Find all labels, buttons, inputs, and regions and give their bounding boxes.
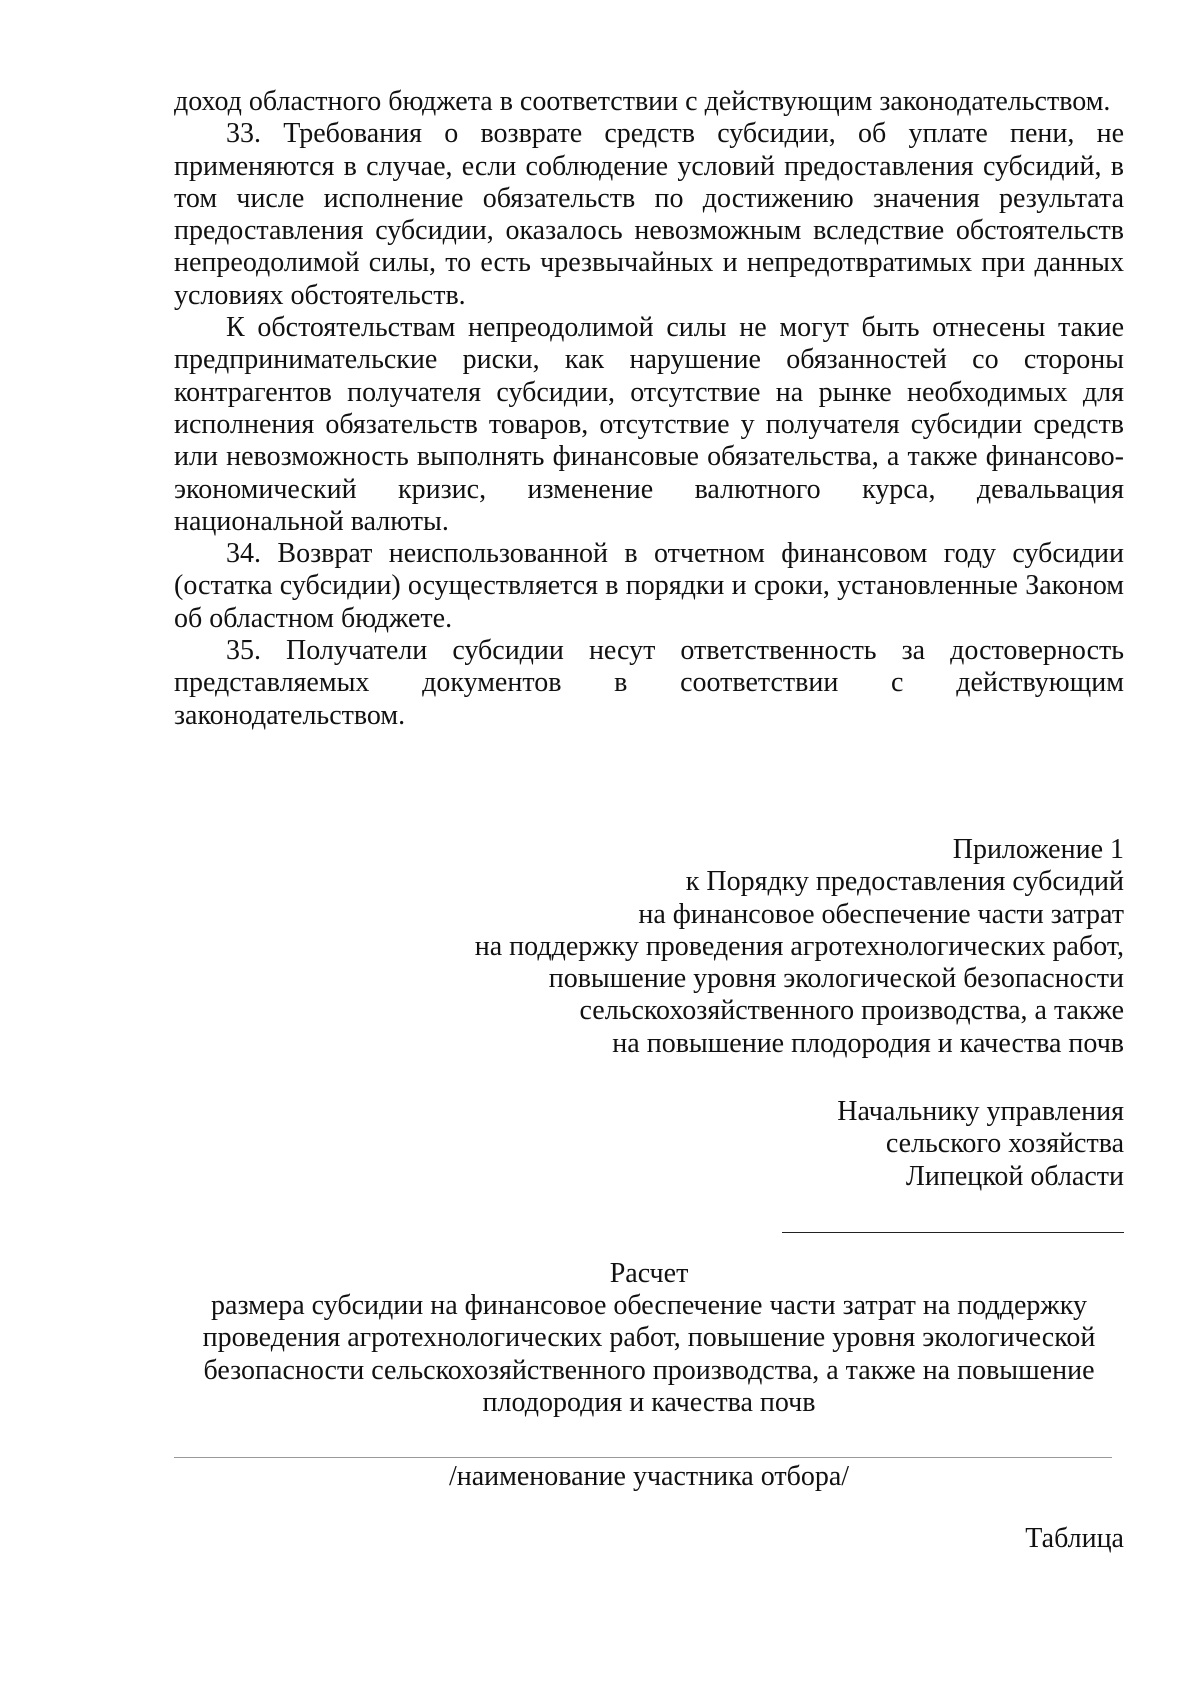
paragraph-34: 34. Возврат неиспользованной в отчетном финансовом году субсидии (остатка субсидии) осуществляется в порядки и сроки, установленные Законом об областном бюджете. [174,538,1124,634]
appendix-heading [475,834,1124,1060]
calculation-title: Расчет [609,1258,689,1289]
appendix-line: Приложение 1 [952,834,1124,865]
appendix-line: на повышение плодородия и качества почв [612,1027,1124,1059]
paragraph-continued: доход областного бюджета в соответствии с действующим законодательством. [174,86,1111,117]
appendix-line: на финансовое обеспечение части затрат [638,898,1124,930]
calculation-subtitle-line: плодородия и качества почв [482,1386,816,1418]
calculation-subtitle-line: проведения агротехнологических работ, повышение уровня экологической [202,1322,1096,1354]
addressee-line: Начальнику управления [837,1096,1124,1127]
appendix-line: к Порядку предоставления субсидий [685,866,1124,898]
calculation-subtitle-line: безопасности сельскохозяйственного производства, а также на повышение [203,1354,1095,1386]
calculation-subtitle [174,1290,1124,1419]
participant-name-line [174,1457,1112,1458]
addressee-block [837,1096,1124,1193]
paragraph-33-force-majeure: К обстоятельствам непреодолимой силы не могут быть отнесены такие предпринимательские риски, как нарушение обязанностей со стороны контрагентов получателя субсидии, отсутствие на рынке необходимых для исполнения обязательств товаров, отсутствие у получателя субсидии средств или невозможность выполнять финансовые обязательства, а также финансово-экономический кризис, изменение валютного курса, девальвация национальной валюты. [174,312,1124,537]
paragraph-35: 35. Получатели субсидии несут ответственность за достоверность представляемых документов в соответствии с действующим законодательством. [174,635,1124,731]
addressee-line: сельского хозяйства [885,1128,1124,1160]
addressee-line: Липецкой области [905,1160,1124,1192]
body-text [174,86,1124,732]
appendix-line: на поддержку проведения агротехнологических работ, [474,930,1124,962]
calculation-subtitle-line: размера субсидии на финансовое обеспечение части затрат на поддержку [211,1290,1087,1321]
paragraph-33: 33. Требования о возврате средств субсидии, об уплате пени, не применяются в случае, если соблюдение условий предоставления субсидий, в том числе исполнение обязательств по достижению значения результата предоставления субсидии, оказалось невозможным вследствие обстоятельств непреодолимой силы, то есть чрезвычайных и непредотвратимых при данных условиях обстоятельств. [174,118,1124,311]
table-label: Таблица [1025,1523,1124,1554]
appendix-line: сельскохозяйственного производства, а также [579,995,1124,1027]
participant-name-caption: /наименование участника отбора/ [448,1461,850,1492]
appendix-line: повышение уровня экологической безопасности [548,963,1124,995]
addressee-signature-line [782,1232,1124,1233]
